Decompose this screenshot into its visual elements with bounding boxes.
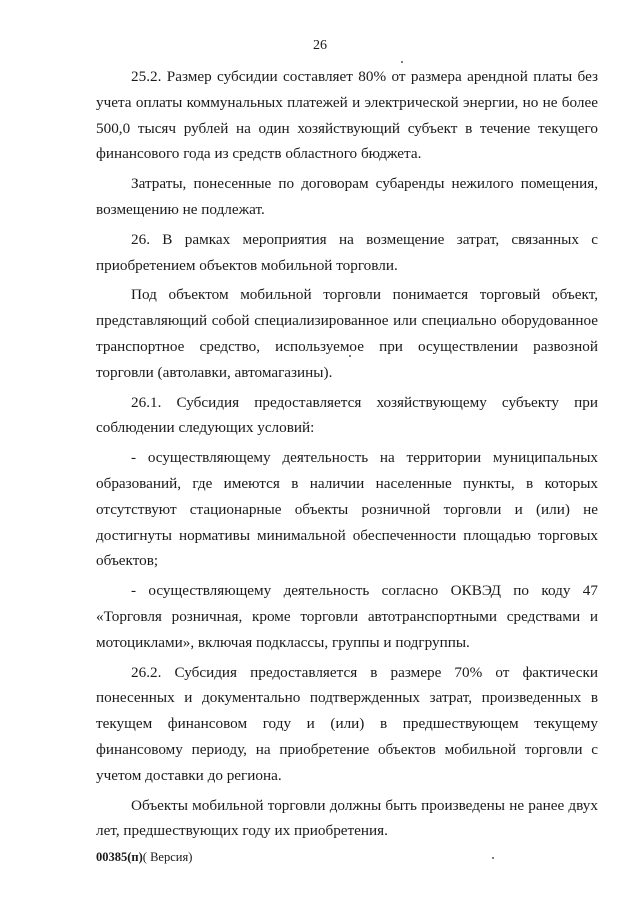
paragraph-26-2: 26.2. Субсидия предоставляется в размере 70% от фактически понесенных и документально подтвержденных затрат, произведенных в текущем финансовом году и (или) в предшествующем текущему финансовому периоду, на приобретение объектов мобильной торговли с учетом доставки до региона. (96, 663, 598, 784)
paragraph-26: 26. В рамках мероприятия на возмещение затрат, связанных с приобретением объектов мобильной торговли. (96, 230, 598, 274)
document-body (96, 64, 598, 848)
condition-item-territory: - осуществляющему деятельность на территории муниципальных образований, где имеются в наличии населенные пункты, в которых отсутствуют стационарные объекты розничной торговли и (или) не достигнуты нормативы минимальной обеспеченности площадью торговых объектов; (96, 449, 598, 570)
page-number: 26 (313, 38, 327, 53)
document-version: ( Версия) (142, 850, 193, 864)
paragraph-sublease-costs: Затраты, понесенные по договорам субаренды нежилого помещения, возмещению не подлежат. (96, 175, 598, 218)
document-code: 00385(п) (96, 850, 143, 864)
scan-speck (401, 61, 403, 63)
scan-speck (349, 355, 351, 357)
scan-speck (492, 857, 494, 859)
document-footer (96, 850, 192, 865)
paragraph-25-2: 25.2. Размер субсидии составляет 80% от размера арендной платы без учета оплаты коммунальных платежей и электрической энергии, но не более 500,0 тысяч рублей на один хозяйствующий субъект в течение текущего финансового года из средств областного бюджета. (96, 68, 598, 163)
condition-item-okved: - осуществляющему деятельность согласно ОКВЭД по коду 47 «Торговля розничная, кроме торговли автотранспортными средствами и мотоциклами», включая подклассы, группы и подгруппы. (96, 582, 598, 651)
paragraph-26-1: 26.1. Субсидия предоставляется хозяйствующему субъекту при соблюдении следующих условий: (96, 393, 598, 437)
paragraph-production-date: Объекты мобильной торговли должны быть произведены не ранее двух лет, предшествующих году их приобретения. (96, 796, 598, 840)
paragraph-mobile-trade-definition: Под объектом мобильной торговли понимается торговый объект, представляющий собой специализированное или специально оборудованное транспортное средство, используемое при осуществлении развозной торговли (автолавки, автомагазины). (96, 286, 598, 381)
